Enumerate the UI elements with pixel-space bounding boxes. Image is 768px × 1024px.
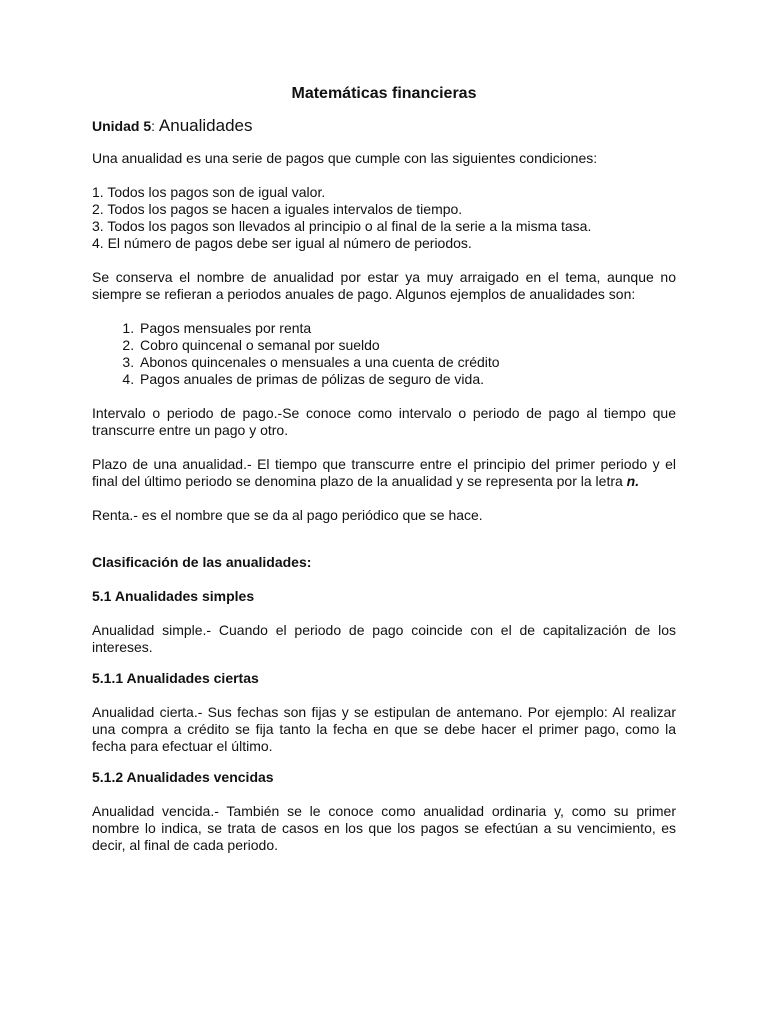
unit-label: Unidad 5 — [92, 118, 152, 134]
document-title: Matemáticas financieras — [291, 85, 477, 102]
conditions-list — [92, 184, 676, 252]
term-text: Plazo de una anualidad.- El tiempo que transcurre entre el principio del primer periodo y el final del último periodo se denomina plazo de la anualidad y se representa por la letra — [92, 456, 676, 489]
unit-line — [92, 116, 676, 136]
example-item: 4. Pagos anuales de primas de pólizas de seguro de vida. — [138, 371, 676, 388]
condition-item: 3. Todos los pagos son llevados al principio o al final de la serie a la misma tasa. — [92, 218, 592, 234]
example-item: 3. Abonos quincenales o mensuales a una cuenta de crédito — [138, 354, 676, 371]
rent-paragraph: Renta.- es el nombre que se da al pago periódico que se hace. — [92, 507, 483, 523]
example-item: 1. Pagos mensuales por renta — [138, 320, 676, 337]
condition-item: 2. Todos los pagos se hacen a iguales intervalos de tiempo. — [92, 201, 463, 217]
section-certain-text: Anualidad cierta.- Sus fechas son fijas y se estipulan de antemano. Por ejemplo: Al realizar una compra a crédito se fija tanto la fecha en que se debe hacer el primer pago, como la fecha para efectuar el último. — [92, 704, 676, 754]
condition-item: 4. El número de pagos debe ser igual al número de periodos. — [92, 235, 472, 251]
interval-paragraph: Intervalo o periodo de pago.-Se conoce como intervalo o periodo de pago al tiempo que transcurre entre un pago y otro. — [92, 405, 676, 438]
condition-item: 1. Todos los pagos son de igual valor. — [92, 184, 326, 200]
classification-heading: Clasificación de las anualidades: — [92, 554, 312, 570]
section-simple-text: Anualidad simple.- Cuando el periodo de pago coincide con el de capitalización de los intereses. — [92, 622, 676, 655]
document-page — [92, 84, 676, 854]
section-due-heading: 5.1.2 Anualidades vencidas — [92, 769, 274, 785]
term-paragraph — [92, 456, 676, 490]
examples-list — [92, 320, 676, 388]
unit-name: Anualidades — [158, 116, 253, 135]
section-certain-heading: 5.1.1 Anualidades ciertas — [92, 670, 259, 686]
example-item: 2. Cobro quincenal o semanal por sueldo — [138, 337, 676, 354]
section-due-text: Anualidad vencida.- También se le conoce como anualidad ordinaria y, como su primer nombre lo indica, se trata de casos en los que los pagos se efectúan a su vencimiento, es decir, al final de cada periodo. — [92, 803, 676, 853]
unit-separator: : — [151, 118, 159, 134]
name-paragraph: Se conserva el nombre de anualidad por estar ya muy arraigado en el tema, aunque no siempre se refieran a periodos anuales de pago. Algunos ejemplos de anualidades son: — [92, 269, 676, 302]
section-simple-heading: 5.1 Anualidades simples — [92, 588, 255, 604]
intro-paragraph: Una anualidad es una serie de pagos que cumple con las siguientes condiciones: — [92, 150, 598, 166]
term-letter: n. — [626, 473, 640, 489]
